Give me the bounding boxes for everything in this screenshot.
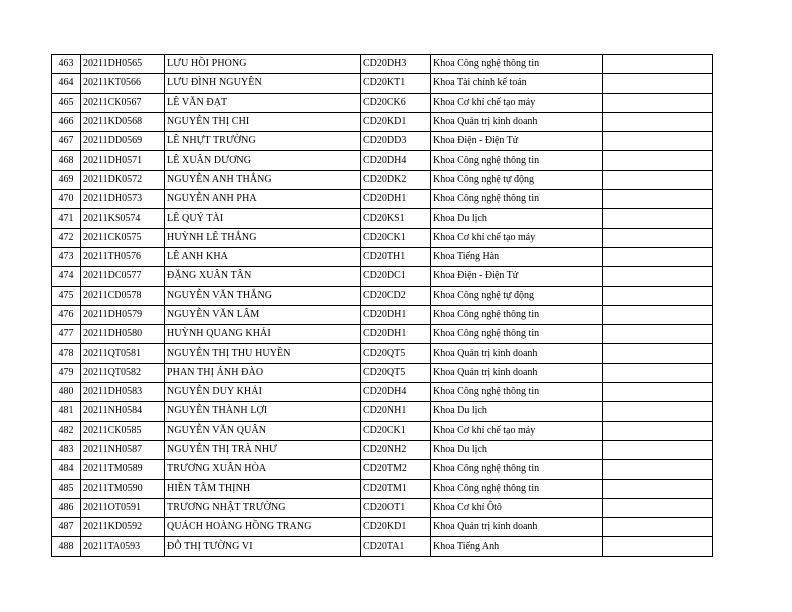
faculty-name: Khoa Du lịch xyxy=(431,440,603,459)
note-cell xyxy=(603,518,713,537)
student-name: PHAN THỊ ÁNH ĐÀO xyxy=(165,363,361,382)
student-name: NGUYỄN THÀNH LỢI xyxy=(165,402,361,421)
student-id: 20211DH0579 xyxy=(81,305,165,324)
row-number: 473 xyxy=(52,247,81,266)
class-code: CD20DH3 xyxy=(361,55,431,74)
student-name: LÊ XUÂN DƯƠNG xyxy=(165,151,361,170)
class-code: CD20DD3 xyxy=(361,132,431,151)
table-row xyxy=(52,228,713,247)
table-row xyxy=(52,55,713,74)
student-name: TRƯƠNG XUÂN HÒA xyxy=(165,460,361,479)
row-number: 475 xyxy=(52,286,81,305)
row-number: 464 xyxy=(52,74,81,93)
faculty-name: Khoa Tiếng Anh xyxy=(431,537,603,556)
table-row xyxy=(52,518,713,537)
row-number: 484 xyxy=(52,460,81,479)
note-cell xyxy=(603,479,713,498)
note-cell xyxy=(603,267,713,286)
table-row xyxy=(52,402,713,421)
student-id: 20211CK0585 xyxy=(81,421,165,440)
faculty-name: Khoa Cơ khí Ôtô xyxy=(431,498,603,517)
note-cell xyxy=(603,93,713,112)
note-cell xyxy=(603,460,713,479)
class-code: CD20KT1 xyxy=(361,74,431,93)
table-row xyxy=(52,286,713,305)
table-row xyxy=(52,537,713,556)
class-code: CD20KS1 xyxy=(361,209,431,228)
student-name: NGUYỄN THỊ THU HUYỀN xyxy=(165,344,361,363)
note-cell xyxy=(603,286,713,305)
student-name: NGUYỄN VĂN LÂM xyxy=(165,305,361,324)
row-number: 487 xyxy=(52,518,81,537)
table-row xyxy=(52,421,713,440)
note-cell xyxy=(603,421,713,440)
class-code: CD20KD1 xyxy=(361,518,431,537)
note-cell xyxy=(603,132,713,151)
student-id: 20211CK0575 xyxy=(81,228,165,247)
row-number: 471 xyxy=(52,209,81,228)
row-number: 485 xyxy=(52,479,81,498)
class-code: CD20DH4 xyxy=(361,383,431,402)
note-cell xyxy=(603,112,713,131)
student-name: NGUYỄN THỊ TRÀ NHƯ xyxy=(165,440,361,459)
faculty-name: Khoa Công nghệ tự động xyxy=(431,170,603,189)
student-name: HUỲNH QUANG KHẢI xyxy=(165,325,361,344)
table-row xyxy=(52,93,713,112)
student-id: 20211TH0576 xyxy=(81,247,165,266)
row-number: 481 xyxy=(52,402,81,421)
student-id: 20211DD0569 xyxy=(81,132,165,151)
student-id: 20211TA0593 xyxy=(81,537,165,556)
faculty-name: Khoa Điện - Điện Tử xyxy=(431,267,603,286)
row-number: 476 xyxy=(52,305,81,324)
note-cell xyxy=(603,55,713,74)
student-id: 20211QT0582 xyxy=(81,363,165,382)
table-row xyxy=(52,247,713,266)
row-number: 479 xyxy=(52,363,81,382)
class-code: CD20OT1 xyxy=(361,498,431,517)
class-code: CD20DH1 xyxy=(361,305,431,324)
table-row xyxy=(52,190,713,209)
table-row xyxy=(52,479,713,498)
table-row xyxy=(52,209,713,228)
student-name: ĐỖ THỊ TƯỜNG VI xyxy=(165,537,361,556)
student-name: TRƯƠNG NHẬT TRƯỜNG xyxy=(165,498,361,517)
class-code: CD20DH1 xyxy=(361,190,431,209)
faculty-name: Khoa Quản trị kinh doanh xyxy=(431,518,603,537)
class-code: CD20DK2 xyxy=(361,170,431,189)
row-number: 472 xyxy=(52,228,81,247)
row-number: 474 xyxy=(52,267,81,286)
student-id: 20211QT0581 xyxy=(81,344,165,363)
class-code: CD20CD2 xyxy=(361,286,431,305)
row-number: 466 xyxy=(52,112,81,131)
student-id: 20211DH0565 xyxy=(81,55,165,74)
class-code: CD20QT5 xyxy=(361,344,431,363)
student-name: NGUYỄN VĂN THẮNG xyxy=(165,286,361,305)
faculty-name: Khoa Cơ khí chế tạo máy xyxy=(431,93,603,112)
table-row xyxy=(52,440,713,459)
class-code: CD20NH2 xyxy=(361,440,431,459)
student-name: NGUYỄN ANH PHA xyxy=(165,190,361,209)
faculty-name: Khoa Quản trị kinh doanh xyxy=(431,344,603,363)
faculty-name: Khoa Công nghệ thông tin xyxy=(431,383,603,402)
class-code: CD20QT5 xyxy=(361,363,431,382)
student-id: 20211CD0578 xyxy=(81,286,165,305)
table-row xyxy=(52,325,713,344)
student-id: 20211DH0580 xyxy=(81,325,165,344)
student-name: NGUYỄN DUY KHẢI xyxy=(165,383,361,402)
student-id: 20211TM0590 xyxy=(81,479,165,498)
faculty-name: Khoa Tiếng Hàn xyxy=(431,247,603,266)
faculty-name: Khoa Điện - Điện Tử xyxy=(431,132,603,151)
faculty-name: Khoa Công nghệ tự động xyxy=(431,286,603,305)
note-cell xyxy=(603,305,713,324)
student-name: NGUYỄN ANH THẮNG xyxy=(165,170,361,189)
faculty-name: Khoa Quản trị kinh doanh xyxy=(431,112,603,131)
class-code: CD20NH1 xyxy=(361,402,431,421)
row-number: 469 xyxy=(52,170,81,189)
faculty-name: Khoa Công nghệ thông tin xyxy=(431,305,603,324)
note-cell xyxy=(603,363,713,382)
row-number: 478 xyxy=(52,344,81,363)
student-name: NGUYỄN THỊ CHI xyxy=(165,112,361,131)
class-code: CD20TM1 xyxy=(361,479,431,498)
table-row xyxy=(52,267,713,286)
class-code: CD20TM2 xyxy=(361,460,431,479)
note-cell xyxy=(603,498,713,517)
student-name: HUỲNH LÊ THẮNG xyxy=(165,228,361,247)
table-row xyxy=(52,498,713,517)
student-id: 20211NH0584 xyxy=(81,402,165,421)
class-code: CD20TH1 xyxy=(361,247,431,266)
note-cell xyxy=(603,228,713,247)
student-name: LÊ QUÝ TÀI xyxy=(165,209,361,228)
student-id: 20211KD0592 xyxy=(81,518,165,537)
table-row xyxy=(52,74,713,93)
student-id: 20211DC0577 xyxy=(81,267,165,286)
table-row xyxy=(52,112,713,131)
note-cell xyxy=(603,247,713,266)
table-row xyxy=(52,132,713,151)
row-number: 480 xyxy=(52,383,81,402)
faculty-name: Khoa Công nghệ thông tin xyxy=(431,151,603,170)
class-code: CD20DH4 xyxy=(361,151,431,170)
class-code: CD20CK1 xyxy=(361,421,431,440)
row-number: 483 xyxy=(52,440,81,459)
faculty-name: Khoa Tài chính kế toán xyxy=(431,74,603,93)
student-id: 20211NH0587 xyxy=(81,440,165,459)
student-id: 20211KD0568 xyxy=(81,112,165,131)
row-number: 488 xyxy=(52,537,81,556)
student-id: 20211CK0567 xyxy=(81,93,165,112)
table-row xyxy=(52,460,713,479)
student-id: 20211DK0572 xyxy=(81,170,165,189)
student-name: NGUYỄN VĂN QUÂN xyxy=(165,421,361,440)
faculty-name: Khoa Quản trị kinh doanh xyxy=(431,363,603,382)
row-number: 463 xyxy=(52,55,81,74)
note-cell xyxy=(603,190,713,209)
student-id: 20211DH0583 xyxy=(81,383,165,402)
table-row xyxy=(52,305,713,324)
table-row xyxy=(52,383,713,402)
faculty-name: Khoa Du lịch xyxy=(431,209,603,228)
note-cell xyxy=(603,74,713,93)
faculty-name: Khoa Công nghệ thông tin xyxy=(431,479,603,498)
faculty-name: Khoa Công nghệ thông tin xyxy=(431,55,603,74)
student-name: QUÁCH HOÀNG HỒNG TRANG xyxy=(165,518,361,537)
row-number: 486 xyxy=(52,498,81,517)
class-code: CD20DC1 xyxy=(361,267,431,286)
student-id: 20211KT0566 xyxy=(81,74,165,93)
student-name: LÊ VĂN ĐẠT xyxy=(165,93,361,112)
student-name: LÊ NHỰT TRƯỜNG xyxy=(165,132,361,151)
class-code: CD20KD1 xyxy=(361,112,431,131)
table-row xyxy=(52,363,713,382)
row-number: 467 xyxy=(52,132,81,151)
student-name: LÊ ANH KHA xyxy=(165,247,361,266)
note-cell xyxy=(603,325,713,344)
table-row xyxy=(52,151,713,170)
note-cell xyxy=(603,402,713,421)
roster-body xyxy=(52,55,713,557)
row-number: 468 xyxy=(52,151,81,170)
student-id: 20211DH0571 xyxy=(81,151,165,170)
student-id: 20211TM0589 xyxy=(81,460,165,479)
class-code: CD20TA1 xyxy=(361,537,431,556)
class-code: CD20DH1 xyxy=(361,325,431,344)
note-cell xyxy=(603,151,713,170)
student-id: 20211OT0591 xyxy=(81,498,165,517)
row-number: 470 xyxy=(52,190,81,209)
student-name: LƯU ĐÌNH NGUYÊN xyxy=(165,74,361,93)
row-number: 477 xyxy=(52,325,81,344)
faculty-name: Khoa Công nghệ thông tin xyxy=(431,460,603,479)
student-roster-table xyxy=(51,54,713,557)
student-name: ĐẶNG XUÂN TÂN xyxy=(165,267,361,286)
student-name: LƯU HỒI PHONG xyxy=(165,55,361,74)
faculty-name: Khoa Cơ khí chế tạo máy xyxy=(431,421,603,440)
student-name: HIỀN TÂM THỊNH xyxy=(165,479,361,498)
note-cell xyxy=(603,344,713,363)
table-row xyxy=(52,344,713,363)
note-cell xyxy=(603,440,713,459)
class-code: CD20CK6 xyxy=(361,93,431,112)
student-id: 20211DH0573 xyxy=(81,190,165,209)
faculty-name: Khoa Công nghệ thông tin xyxy=(431,190,603,209)
note-cell xyxy=(603,209,713,228)
row-number: 465 xyxy=(52,93,81,112)
note-cell xyxy=(603,383,713,402)
class-code: CD20CK1 xyxy=(361,228,431,247)
row-number: 482 xyxy=(52,421,81,440)
faculty-name: Khoa Cơ khí chế tạo máy xyxy=(431,228,603,247)
note-cell xyxy=(603,537,713,556)
faculty-name: Khoa Du lịch xyxy=(431,402,603,421)
student-id: 20211KS0574 xyxy=(81,209,165,228)
note-cell xyxy=(603,170,713,189)
table-row xyxy=(52,170,713,189)
faculty-name: Khoa Công nghệ thông tin xyxy=(431,325,603,344)
